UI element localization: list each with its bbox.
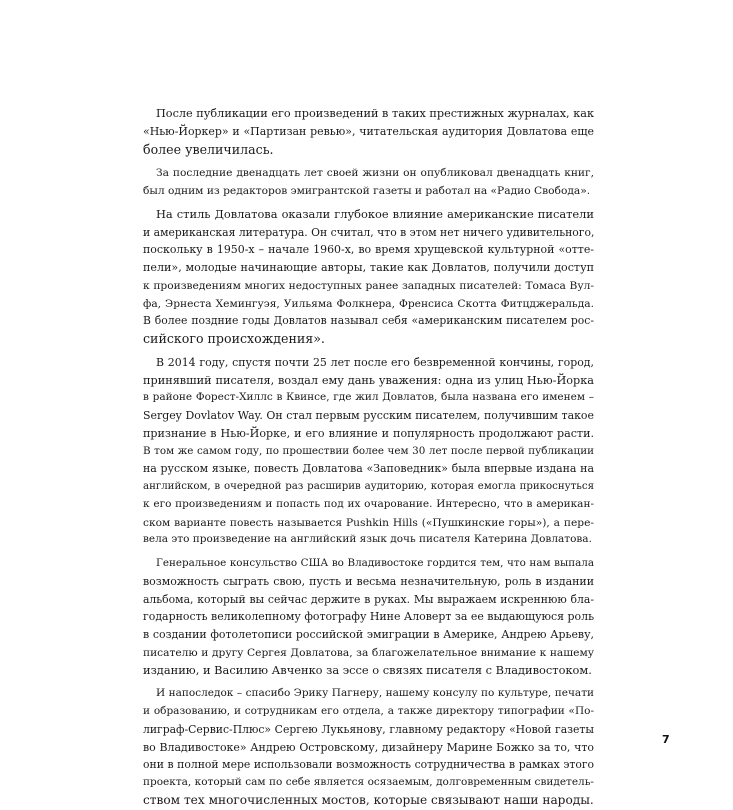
text-line: «Нью-Йоркер» и «Партизан ревью», читательская аудитория Довлатова еще bbox=[143, 124, 594, 138]
body-text bbox=[143, 105, 594, 810]
text-line: писателю и другу Сергея Довлатова, за благожелательное внимание к нашему bbox=[143, 645, 594, 659]
text-line: ском варианте повесть называется Pushkin Hills («Пушкинские горы»), а пере- bbox=[143, 515, 594, 529]
text-line: На стиль Довлатова оказали глубокое влияние американские писатели bbox=[156, 206, 594, 221]
paragraph bbox=[143, 164, 594, 200]
text-line: Генеральное консульство США во Владивостоке гордится тем, что нам выпала bbox=[156, 557, 594, 569]
paragraph bbox=[143, 354, 594, 549]
text-line: во Владивостоке» Андрею Островскому, дизайнеру Марине Божко за то, что bbox=[143, 740, 594, 754]
paragraph bbox=[143, 206, 594, 348]
text-line: фа, Эрнеста Хемингуэя, Уильяма Фолкнера, Френсиса Скотта Фитцджеральда. bbox=[143, 296, 594, 310]
text-line: и образованию, и сотрудникам его отдела, а также директору типографии «По- bbox=[143, 705, 594, 717]
text-line: они в полной мере использовали возможность сотрудничества в рамках этого bbox=[143, 758, 594, 772]
text-line: к его произведениям и попасть под их очарование. Интересно, что в американ- bbox=[143, 497, 594, 510]
text-line: годарность великолепному фотографу Нине Аловерт за ее выдающуюся роль bbox=[143, 610, 594, 624]
text-line: проекта, который сам по себе является осязаемым, долговременным свидетель- bbox=[143, 776, 594, 788]
text-line: поскольку в 1950-х – начале 1960-х, во время хрущевской культурной «отте- bbox=[143, 243, 594, 257]
text-line: альбома, который вы сейчас держите в руках. Мы выражаем искреннюю бла- bbox=[143, 592, 594, 606]
text-line: Sergey Dovlatov Way. Он стал первым русским писателем, получившим такое bbox=[143, 409, 594, 422]
text-line: был одним из редакторов эмигрантской газеты и работал на «Радио Свобода». bbox=[143, 184, 591, 197]
text-line: В более поздние годы Довлатов называл себя «американским писателем рос- bbox=[143, 314, 594, 328]
text-line: сийского происхождения». bbox=[143, 331, 325, 346]
text-line: более увеличилась. bbox=[143, 141, 274, 157]
text-line: вела это произведение на английский язык дочь писателя Катерина Довлатова. bbox=[143, 533, 592, 546]
text-line: В том же самом году, по прошествии более чем 30 лет после первой публикации bbox=[143, 444, 594, 457]
text-line: За последние двенадцать лет своей жизни он опубликовал двенадцать книг, bbox=[156, 166, 594, 180]
paragraph bbox=[143, 555, 594, 679]
text-line: лиграф-Сервис-Плюс» Сергею Лукьянову, главному редактору «Новой газеты bbox=[143, 722, 594, 736]
text-line: на русском языке, повесть Довлатова «Заповедник» была впервые издана на bbox=[143, 462, 594, 476]
paragraph bbox=[143, 685, 594, 809]
text-line: признание в Нью-Йорке, и его влияние и популярность продолжают расти. bbox=[143, 426, 594, 440]
text-line: и американская литература. Он считал, что в этом нет ничего удивительного, bbox=[143, 225, 594, 239]
page-number: 7 bbox=[662, 733, 670, 746]
text-line: возможность сыграть свою, пусть и весьма незначительную, роль в издании bbox=[143, 574, 594, 588]
text-line: принявший писателя, воздал ему дань уважения: одна из улиц Нью-Йорка bbox=[143, 373, 594, 387]
text-line: После публикации его произведений в таких престижных журналах, как bbox=[156, 107, 594, 120]
text-line: английском, в очередной раз расширив аудиторию, которая емогла прикоснуться bbox=[143, 481, 594, 492]
text-line: ством тех многочисленных мостов, которые связывают наши народы. bbox=[143, 792, 594, 807]
text-line: И напоследок – спасибо Эрику Пагнеру, нашему консулу по культуре, печати bbox=[156, 687, 594, 700]
paragraph bbox=[143, 105, 594, 158]
text-line: изданию, и Василию Авченко за эссе о связях писателя с Владивостоком. bbox=[143, 662, 592, 677]
text-line: в районе Форест-Хиллс в Квинсе, где жил Довлатов, была названа его именем – bbox=[143, 391, 594, 404]
text-line: пели», молодые начинающие авторы, такие как Довлатов, получили доступ bbox=[143, 261, 594, 274]
text-line: В 2014 году, спустя почти 25 лет после его безвременной кончины, город, bbox=[156, 355, 594, 369]
text-line: в создании фотолетописи российской эмиграции в Америке, Андрею Арьеву, bbox=[143, 628, 594, 641]
text-line: к произведениям многих недоступных ранее западных писателей: Томаса Вул- bbox=[143, 278, 594, 292]
